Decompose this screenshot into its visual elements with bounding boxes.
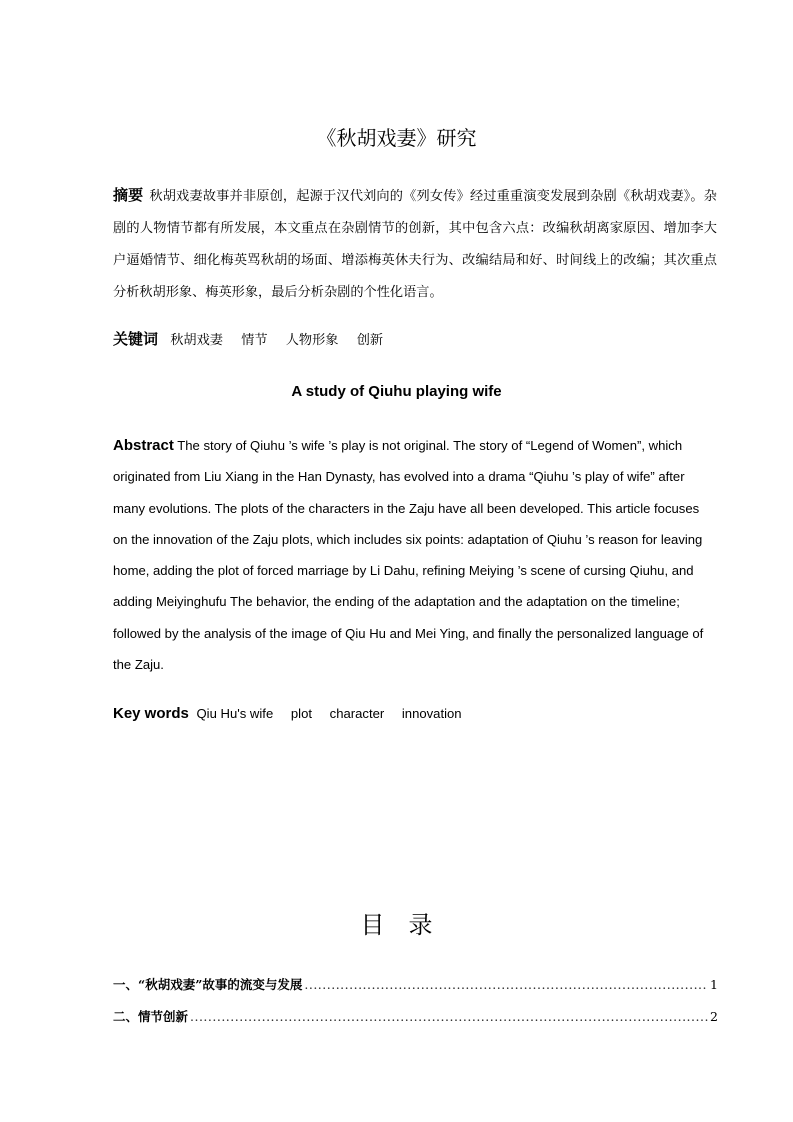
toc-title: 目 录 bbox=[360, 911, 433, 939]
chinese-abstract-text: 秋胡戏妻故事并非原创，起源于汉代刘向的《列女传》经过重重演变发展到杂剧《秋胡戏妻》。杂剧的人物情节都有所发展，本文重点在杂剧情节的创新，其中包含六点：改编秋胡离家原因、增加李大户逼婚情节、细化梅英骂秋胡的场面、增添梅英休夫行为、改编结局和好、时间线上的改编；其次重点分析秋胡形象、梅英形象，最后分析杂剧的个性化语言。 bbox=[113, 189, 717, 300]
toc-leader-dots bbox=[190, 1006, 708, 1028]
english-keyword: plot bbox=[290, 706, 312, 721]
english-title: A study of Qiuhu playing wife bbox=[291, 383, 502, 400]
toc-entry[interactable] bbox=[113, 974, 718, 996]
chinese-keywords bbox=[113, 326, 397, 355]
english-keyword: innovation bbox=[401, 706, 462, 721]
toc-entry-page: 1 bbox=[710, 977, 718, 992]
chinese-keyword: 情节 bbox=[241, 333, 268, 348]
english-keyword: character bbox=[329, 706, 385, 721]
chinese-abstract bbox=[113, 180, 717, 309]
chinese-keyword: 人物形象 bbox=[285, 333, 339, 348]
chinese-abstract-label: 摘要 bbox=[113, 187, 144, 204]
english-abstract-text: The story of Qiuhu ’s wife ’s play is not original. The story of “Legend of Women”, which originated from Liu Xiang in the Han Dynasty, has evolved into a drama “Qiuhu ’s play of wife” after many evolutions. The plots of the characters in the Zaju have all been developed. This article focuses on the innovation of the Zaju plots, which includes six points: adaptation of Qiuhu ’s reason for leaving home, adding the plot of forced marriage by Li Dahu, refining Meiying ’s scene of cursing Qiuhu, and adding Meiyinghufu The behavior, the ending of the adaptation and the adaptation on the timeline; followed by the analysis of the image of Qiu Hu and Mei Ying, and finally the personalized language of the Zaju. bbox=[113, 438, 704, 673]
toc-entry[interactable] bbox=[113, 1006, 718, 1028]
toc-leader-dots bbox=[304, 974, 708, 996]
toc-entry-text: 二、情节创新 bbox=[113, 1009, 189, 1024]
chinese-keyword: 秋胡戏妻 bbox=[170, 333, 223, 348]
english-abstract-label: Abstract bbox=[113, 437, 174, 454]
english-keyword: Qiu Hu's wife bbox=[196, 706, 274, 721]
toc-entry-page: 2 bbox=[710, 1009, 718, 1024]
english-keywords-label: Key words bbox=[113, 705, 189, 722]
toc-entry-text: 一、“秋胡戏妻”故事的流变与发展 bbox=[113, 977, 303, 992]
chinese-keyword: 创新 bbox=[356, 333, 384, 348]
english-abstract bbox=[113, 430, 717, 680]
chinese-title: 《秋胡戏妻》研究 bbox=[316, 126, 477, 150]
english-keywords bbox=[113, 702, 476, 726]
chinese-keywords-label: 关键词 bbox=[113, 331, 159, 348]
